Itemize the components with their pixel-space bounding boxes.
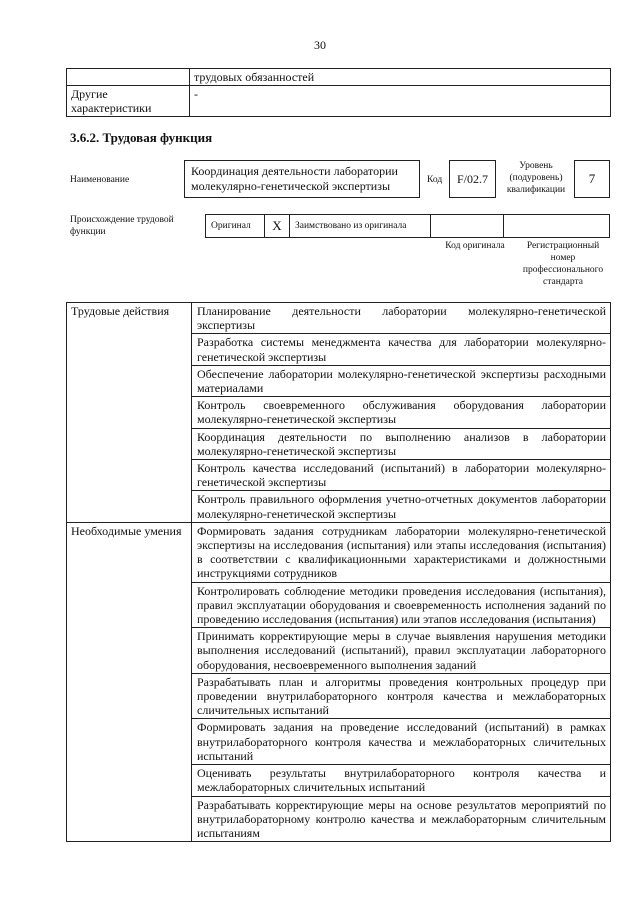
skill-item: Разрабатывать план и алгоритмы проведения контрольных процедур при проведении внутрилабораторного контроля качества и межлабораторных сличительных испытаний — [192, 673, 611, 719]
labor-actions-label: Трудовые действия — [67, 303, 192, 523]
continuation-table — [66, 68, 611, 117]
section-title: 3.6.2. Трудовая функция — [70, 130, 213, 145]
reg-caption: Регистрационный номер профессионального стандарта — [522, 241, 604, 287]
original-mark: X — [265, 215, 290, 238]
skills-label: Необходимые умения — [67, 522, 192, 841]
origin-table — [205, 214, 610, 238]
labor-action-item: Контроль качества исследований (испытаний) в лаборатории молекулярно-генетической экспертизы — [192, 460, 611, 491]
origin-code-cell — [431, 215, 504, 238]
level-label: Уровень (подуровень) квалификации — [506, 161, 566, 195]
page-number: 30 — [314, 38, 326, 52]
continuation-value: трудовых обязанностей — [190, 69, 611, 86]
original-label: Оригинал — [206, 215, 265, 238]
skill-item: Оценивать результаты внутрилабораторного контроля качества и межлабораторных сличительных испытаний — [192, 765, 611, 796]
skill-item: Формировать задания на проведение исследований (испытаний) в рамках внутрилабораторного контроля качества и межлабораторных сличительных испытаний — [192, 719, 611, 765]
skill-item: Контролировать соблюдение методики проведения исследования (испытания), правил эксплуатации оборудования и своевременность исполнения заданий по проведению исследования (испытания) или этапов исследования (испытания) — [192, 582, 611, 628]
other-characteristics-value: - — [190, 86, 611, 117]
labor-action-item: Разработка системы менеджмента качества для лаборатории молекулярно-генетической экспертизы — [192, 334, 611, 365]
labor-action-item: Обеспечение лаборатории молекулярно-генетической экспертизы расходными материалами — [192, 365, 611, 396]
skill-item: Формировать задания сотрудникам лаборатории молекулярно-генетической экспертизы на исследования (испытания) или этапы исследования (испытания) в соответствии с квалификационными характеристиками и должностными инструкциями сотрудников — [192, 522, 611, 582]
continuation-empty-cell — [67, 69, 190, 86]
labor-action-item: Координация деятельности по выполнению анализов в лаборатории молекулярно-генетической экспертизы — [192, 428, 611, 459]
labor-action-item: Контроль правильного оформления учетно-отчетных документов лаборатории молекулярно-генетической экспертизы — [192, 491, 611, 522]
code-caption: Код оригинала — [445, 241, 505, 251]
origin-reg-cell — [504, 215, 610, 238]
labor-action-item: Контроль своевременного обслуживания оборудования лаборатории молекулярно-генетической экспертизы — [192, 397, 611, 428]
function-name-box: Координация деятельности лаборатории молекулярно-генетической экспертизы — [184, 160, 420, 198]
origin-label: Происхождение трудовой функции — [70, 215, 174, 237]
borrowed-label: Заимствовано из оригинала — [290, 215, 431, 238]
level-box: 7 — [574, 160, 610, 198]
skill-item: Разрабатывать корректирующие меры на основе результатов мероприятий по внутрилабораторному контролю качества и межлабораторным сличительным испытаниям — [192, 796, 611, 842]
function-table — [66, 302, 611, 842]
code-box: F/02.7 — [449, 160, 496, 198]
name-label: Наименование — [70, 175, 130, 185]
skill-item: Принимать корректирующие меры в случае выявления нарушения методики выполнения исследований (испытаний), правил эксплуатации лабораторного оборудования, несвоевременного выполнения заданий — [192, 628, 611, 674]
code-label: Код — [427, 175, 443, 185]
labor-action-item: Планирование деятельности лаборатории молекулярно-генетической экспертизы — [192, 303, 611, 334]
other-characteristics-label: Другие характеристики — [67, 86, 190, 117]
